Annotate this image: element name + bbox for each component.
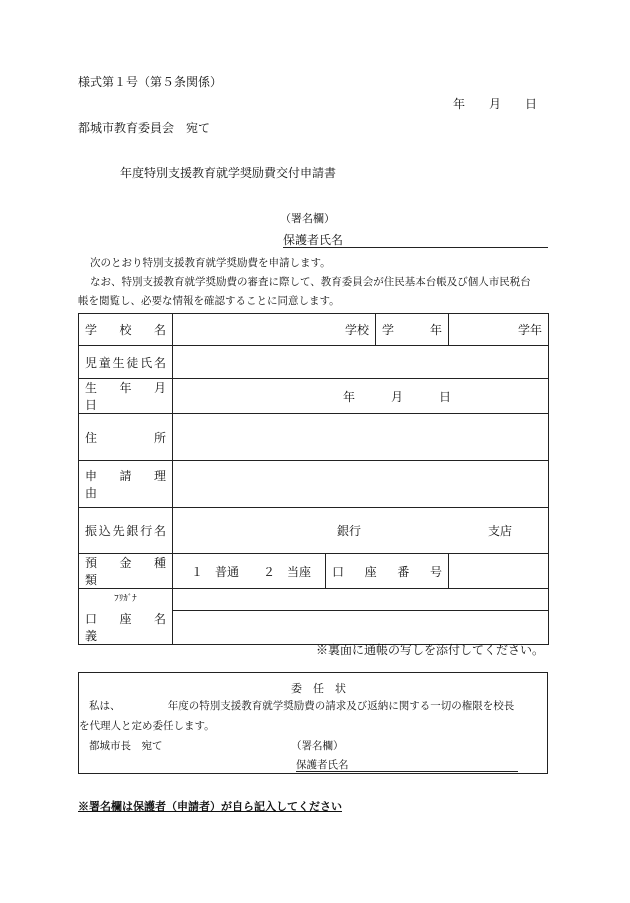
reason-field[interactable] <box>173 461 549 508</box>
account-holder-furigana-field[interactable] <box>173 589 549 611</box>
guardian-name-line[interactable] <box>283 247 548 248</box>
table-row <box>79 314 549 346</box>
birthdate-field[interactable]: 年 月 日 <box>173 379 549 414</box>
table-row <box>79 508 549 554</box>
student-name-label: 児童生徒氏名 <box>79 346 173 379</box>
table-row <box>79 346 549 379</box>
grade-field[interactable]: 学年 <box>449 314 549 346</box>
address-field[interactable] <box>173 414 549 461</box>
bank-field[interactable] <box>173 508 549 554</box>
bank-label: 振込先銀行名 <box>79 508 173 554</box>
body-line-3: 帳を閲覧し、必要な情報を確認することに同意します。 <box>78 295 340 307</box>
body-line-1: 次のとおり特別支援教育就学奨励費を申請します。 <box>90 257 331 269</box>
guardian-name-label: 保護者氏名 <box>283 233 344 247</box>
passbook-notice: ※裏面に通帳の写しを添付してください。 <box>316 643 545 657</box>
furigana-label: ﾌﾘｶﾞﾅ <box>114 594 137 604</box>
addressee: 都城市教育委員会 宛て <box>78 121 211 135</box>
table-row <box>79 379 549 414</box>
bank-suffix: 銀行 <box>337 524 362 538</box>
table-row <box>79 589 549 611</box>
account-holder-label: 口 座 名 義 <box>85 612 179 643</box>
school-label: 学 校 名 <box>79 314 173 346</box>
address-label: 住 所 <box>79 414 173 461</box>
account-number-field[interactable] <box>449 554 549 589</box>
footer-note: ※署名欄は保護者（申請者）が自ら記入してください <box>78 800 342 813</box>
delegation-addressee: 都城市長 宛て <box>89 740 163 752</box>
table-row <box>79 554 549 589</box>
birthdate-label: 生 年 月 日 <box>79 379 173 414</box>
reason-label: 申 請 理 由 <box>79 461 173 508</box>
application-table <box>78 313 549 645</box>
delegation-box <box>78 672 548 774</box>
account-number-label: 口 座 番 号 <box>326 554 449 589</box>
delegation-guardian-line[interactable] <box>296 771 518 772</box>
delegation-guardian-label: 保護者氏名 <box>296 759 349 771</box>
signature-label: （署名欄） <box>280 212 335 225</box>
form-number: 様式第１号（第５条関係） <box>78 75 223 89</box>
branch-suffix: 支店 <box>488 524 513 538</box>
delegation-signature-label: （署名欄） <box>291 740 344 752</box>
account-holder-field[interactable] <box>173 611 549 645</box>
delegation-title: 委 任 状 <box>291 682 346 695</box>
student-name-field[interactable] <box>173 346 549 379</box>
delegation-text-2: を代理人と定め委任します。 <box>79 720 215 732</box>
delegation-text-1: 私は、 年度の特別支援教育就学奨励費の請求及び返納に関する一切の権限を校長 <box>89 700 515 712</box>
table-row <box>79 461 549 508</box>
table-row <box>79 414 549 461</box>
grade-label: 学 年 <box>376 314 449 346</box>
page-title: 年度特別支援教育就学奨励費交付申請書 <box>120 166 337 180</box>
body-line-2: なお、特別支援教育就学奨励費の審査に際して、教育委員会が住民基本台帳及び個人市民税台 <box>90 276 531 288</box>
account-holder-label-cell <box>79 589 179 645</box>
deposit-type-field[interactable]: １ 普通 ２ 当座 <box>173 554 326 589</box>
date-placeholder: 年 月 日 <box>453 97 538 111</box>
deposit-type-label: 預 金 種 類 <box>79 554 173 589</box>
school-name-field[interactable]: 学校 <box>173 314 376 346</box>
